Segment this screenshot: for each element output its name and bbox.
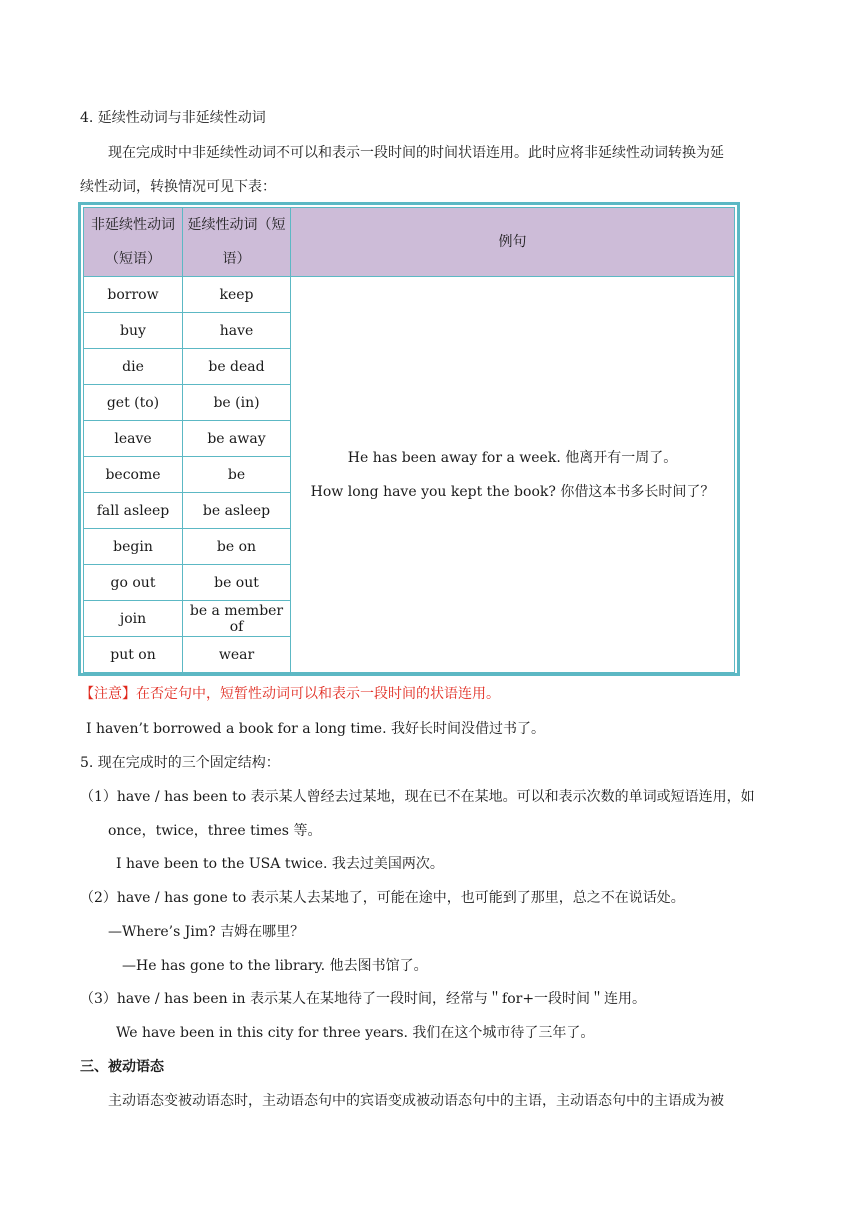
section5-heading: 5. 现在完成时的三个固定结构： — [80, 755, 280, 771]
item3-example: We have been in this city for three years. 我们在这个城市待了三年了。 — [116, 1025, 595, 1041]
item2-line1: （2）have / has gone to 表示某人去某地了，可能在途中，也可能到了那里，总之不在说话处。 — [80, 890, 685, 906]
section3-heading: 三、被动语态 — [80, 1059, 164, 1075]
table-cell-nondurative: fall asleep — [84, 493, 183, 529]
item2-example-answer: —He has gone to the library. 他去图书馆了。 — [122, 958, 428, 974]
example-sentence-2: How long have you kept the book? 你借这本书多长时间了？ — [310, 483, 715, 500]
item3-line1: （3）have / has been in 表示某人在某地待了一段时间，经常与＂for+一段时间＂连用。 — [80, 991, 647, 1007]
table-cell-nondurative: leave — [84, 421, 183, 457]
table-cell-durative: have — [183, 313, 291, 349]
table-cell-durative: be dead — [183, 349, 291, 385]
note-label: 【注意】在否定句中，短暂性动词可以和表示一段时间的状语连用。 — [80, 686, 500, 702]
item1-line2: once，twice，three times 等。 — [108, 823, 322, 839]
table-cell-nondurative: become — [84, 457, 183, 493]
item1-line1: （1）have / has been to 表示某人曾经去过某地，现在已不在某地。可以和表示次数的单词或短语连用，如 — [80, 789, 755, 805]
table-cell-durative: be — [183, 457, 291, 493]
table-cell-durative: be on — [183, 529, 291, 565]
table-cell-nondurative: get (to) — [84, 385, 183, 421]
table-cell-nondurative: begin — [84, 529, 183, 565]
table-cell-durative: be asleep — [183, 493, 291, 529]
item2-example-question: —Where’s Jim? 吉姆在哪里？ — [108, 924, 305, 940]
section4-heading: 4. 延续性动词与非延续性动词 — [80, 110, 266, 126]
example-sentence-1: He has been away for a week. 他离开有一周了。 — [347, 449, 678, 466]
examples-cell — [291, 277, 735, 673]
table-cell-durative: wear — [183, 637, 291, 673]
note-example: I haven’t borrowed a book for a long time. 我好长时间没借过书了。 — [86, 721, 545, 737]
table-cell-nondurative: put on — [84, 637, 183, 673]
table-cell-durative: be out — [183, 565, 291, 601]
section4-paragraph-line1: 现在完成时中非延续性动词不可以和表示一段时间的时间状语连用。此时应将非延续性动词转换为延 — [108, 145, 724, 161]
table-cell-durative: keep — [183, 277, 291, 313]
header-durative: 延续性动词（短语） — [183, 208, 291, 277]
table-cell-nondurative: join — [84, 601, 183, 637]
table-cell-durative: be away — [183, 421, 291, 457]
table-cell-nondurative: die — [84, 349, 183, 385]
table-cell-durative: be (in) — [183, 385, 291, 421]
verb-conversion-table — [78, 202, 740, 676]
section3-paragraph-line1: 主动语态变被动语态时，主动语态句中的宾语变成被动语态句中的主语，主动语态句中的主语成为被 — [108, 1093, 724, 1109]
header-examples: 例句 — [291, 208, 735, 277]
section4-paragraph-line2: 续性动词，转换情况可见下表： — [80, 179, 276, 195]
table-cell-nondurative: go out — [84, 565, 183, 601]
header-nondurative: 非延续性动词（短语） — [84, 208, 183, 277]
table-cell-nondurative: borrow — [84, 277, 183, 313]
table-cell-nondurative: buy — [84, 313, 183, 349]
table-cell-durative: be a member of — [183, 601, 291, 637]
item1-example: I have been to the USA twice. 我去过美国两次。 — [116, 856, 444, 872]
